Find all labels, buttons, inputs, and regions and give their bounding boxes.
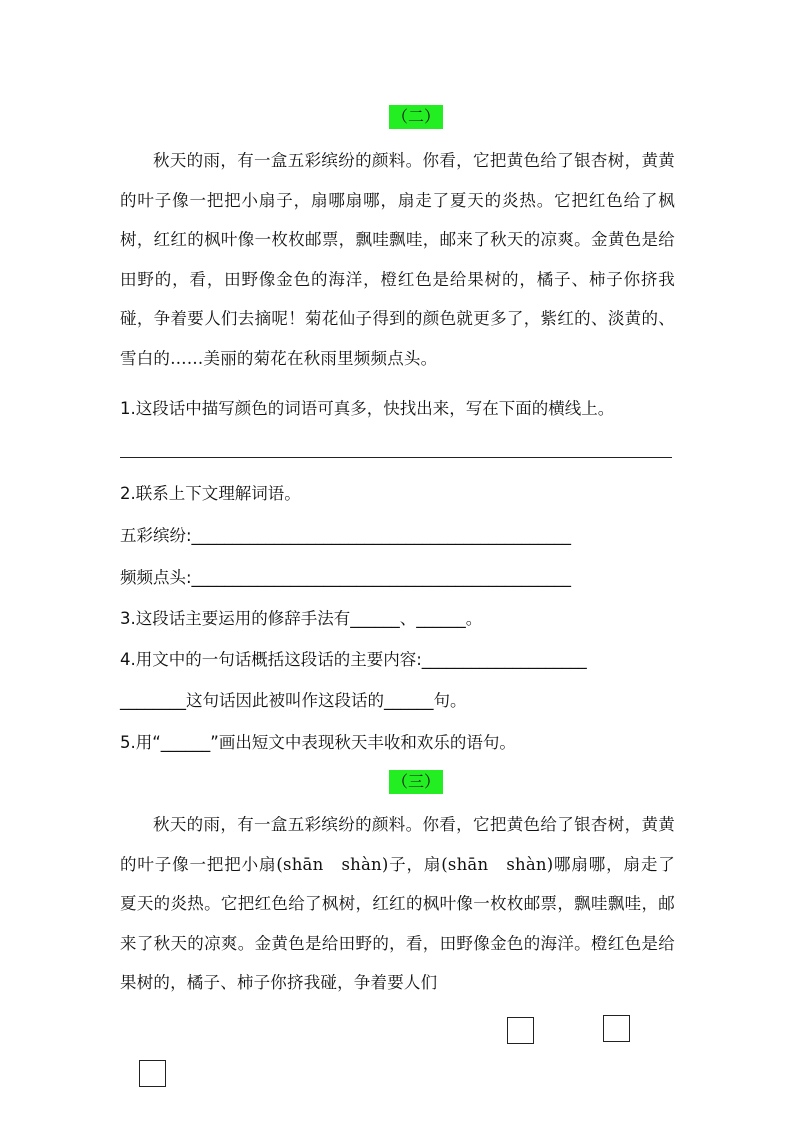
question-4[interactable]: 4.用文中的一句话概括这段话的主要内容:____________________ (120, 650, 587, 669)
section-three-title: （三） (389, 770, 443, 794)
question-3[interactable]: 3.这段话主要运用的修辞手法有______、______。 (120, 609, 483, 628)
answer-box-2[interactable] (603, 1015, 630, 1042)
question-5: 5.用“______”画出短文中表现秋天丰收和欢乐的语句。 (120, 733, 516, 752)
section-two-passage: 秋天的雨，有一盒五彩缤纷的颜料。你看，它把黄色给了银杏树，黄黄的叶子像一把把小扇子，扇哪扇哪，扇走了夏天的炎热。它把红色给了枫树，红红的枫叶像一枚枚邮票，飘哇飘哇，邮来了秋天的凉爽。金黄色是给田野的，看，田野像金色的海洋，橙红色是给果树的，橘子、柿子你挤我碰，争着要人们去摘呢！菊花仙子得到的颜色就更多了，紫红的、淡黄的、雪白的……美丽的菊花在秋雨里频频点头。 (120, 151, 675, 368)
question-4-continued[interactable]: ________这句话因此被叫作这段话的______句。 (120, 691, 467, 710)
section-two-title: （二） (389, 105, 443, 129)
question-1-answer-line[interactable] (120, 457, 672, 458)
question-2-term-1[interactable]: 五彩缤纷:______________________________________________ (120, 526, 572, 545)
question-2: 2.联系上下文理解词语。 (120, 484, 301, 503)
answer-box-3[interactable] (139, 1060, 166, 1087)
question-1: 1.这段话中描写颜色的词语可真多，快找出来，写在下面的横线上。 (120, 399, 615, 418)
question-2-term-2[interactable]: 频频点头:______________________________________________ (120, 568, 572, 587)
section-three-passage: 秋天的雨，有一盒五彩缤纷的颜料。你看，它把黄色给了银杏树，黄黄的叶子像一把把小扇(shān shàn)子，扇(shān shàn)哪扇哪，扇走了夏天的炎热。它把红色给了枫树，红红的枫叶像一枚枚邮票，飘哇飘哇，邮来了秋天的凉爽。金黄色是给田野的，看，田野像金色的海洋。橙红色是给果树的，橘子、柿子你挤我碰，争着要人们 (120, 815, 675, 993)
answer-box-1[interactable] (507, 1017, 534, 1044)
